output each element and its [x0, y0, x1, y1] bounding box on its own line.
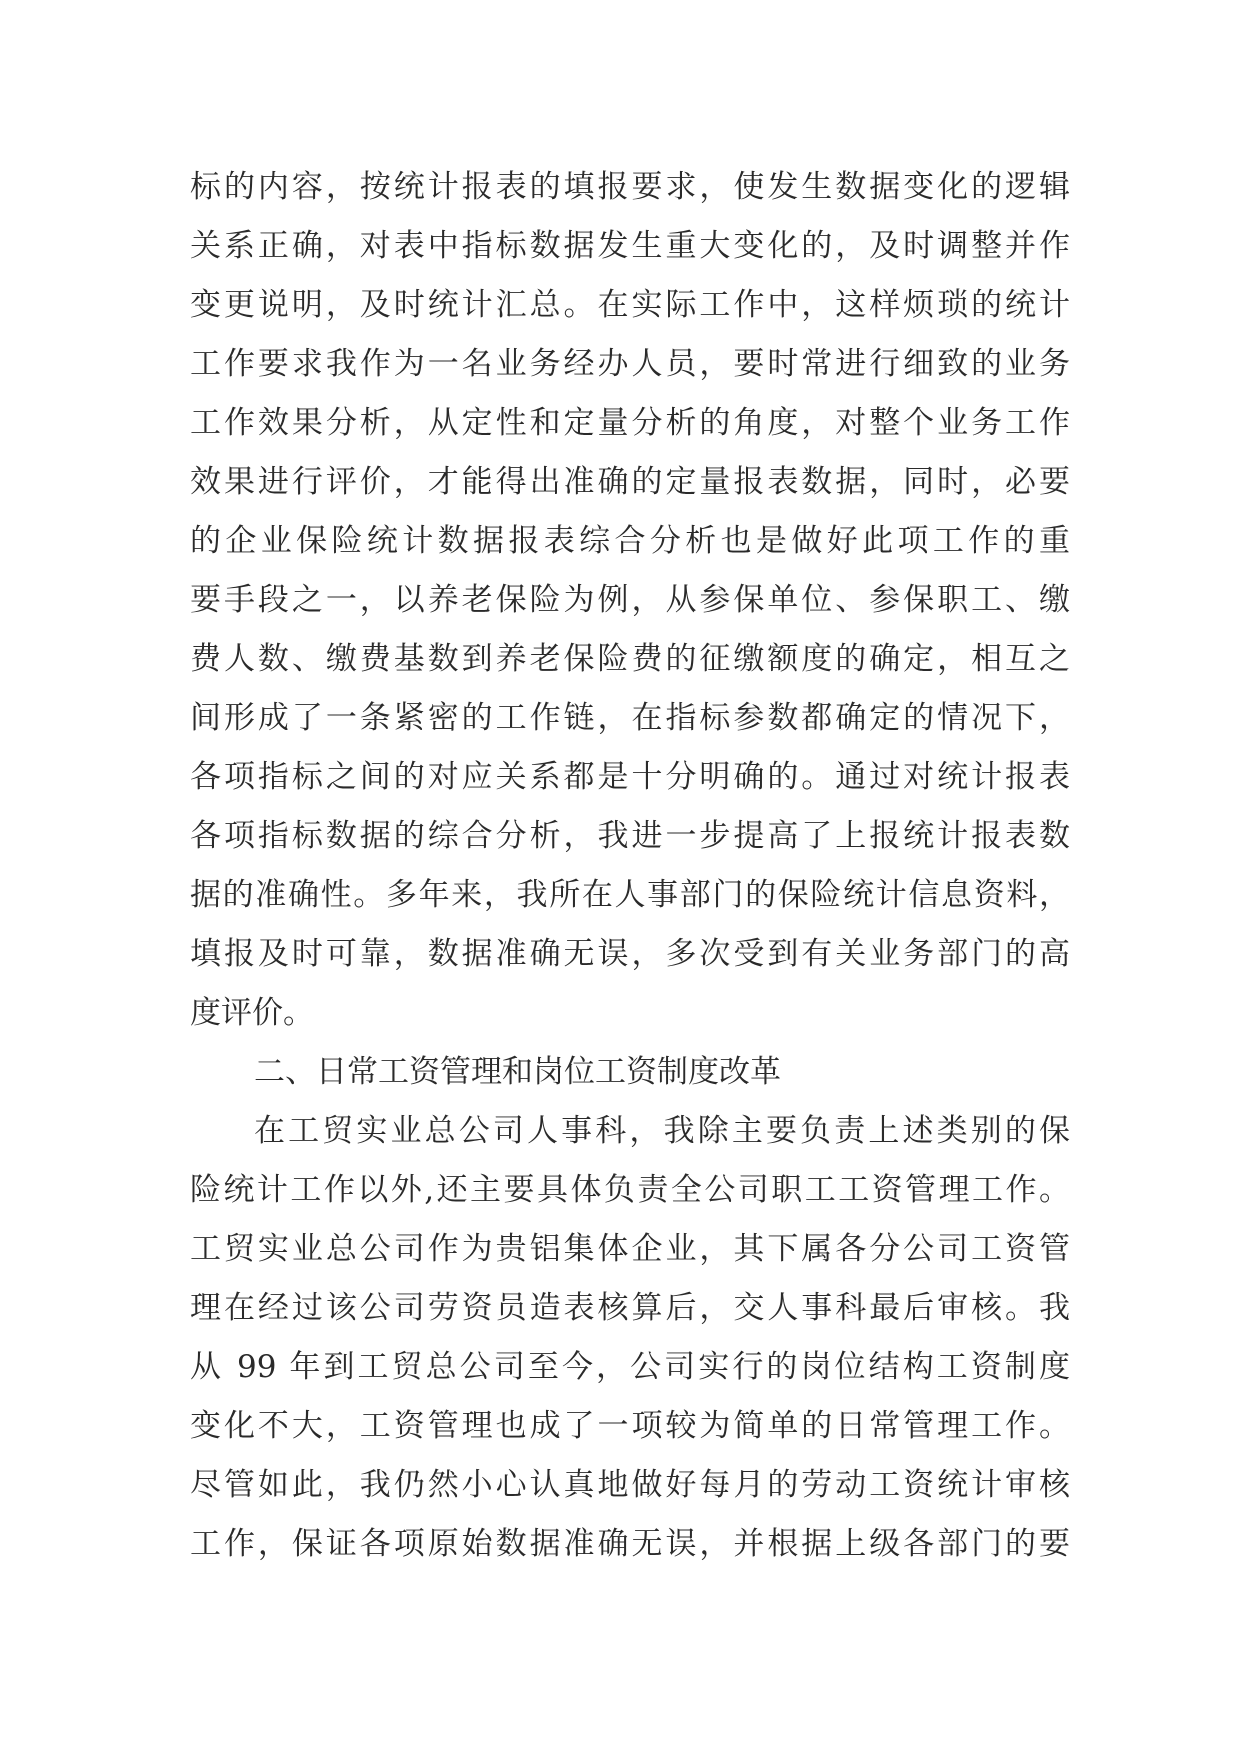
paragraph-1-line: 度评价。 [190, 995, 314, 1031]
section-heading: 二、日常工资管理和岗位工资制度改革 [254, 1054, 781, 1090]
paragraph-2-line: 险统计工作以外,还主要具体负责全公司职工工资管理工作。 [190, 1172, 1070, 1208]
paragraph-2-line: 变化不大，工资管理也成了一项较为简单的日常管理工作。 [190, 1408, 1070, 1444]
paragraph-2-line: 理在经过该公司劳资员造表核算后，交人事科最后审核。我 [190, 1290, 1070, 1326]
paragraph-1-line: 费人数、缴费基数到养老保险费的征缴额度的确定，相互之 [190, 641, 1070, 677]
paragraph-1-line: 各项指标之间的对应关系都是十分明确的。通过对统计报表 [190, 759, 1070, 795]
paragraph-1-line: 变更说明，及时统计汇总。在实际工作中，这样烦琐的统计 [190, 287, 1070, 323]
paragraph-1-line: 工作要求我作为一名业务经办人员，要时常进行细致的业务 [190, 346, 1070, 382]
body-text [190, 158, 1070, 1574]
paragraph-2-line: 在工贸实业总公司人事科，我除主要负责上述类别的保 [254, 1113, 1070, 1149]
paragraph-2-line: 从 99 年到工贸总公司至今，公司实行的岗位结构工资制度 [190, 1349, 1070, 1385]
paragraph-1-line: 各项指标数据的综合分析，我进一步提高了上报统计报表数 [190, 818, 1070, 854]
paragraph-1-line: 标的内容，按统计报表的填报要求，使发生数据变化的逻辑 [190, 169, 1070, 205]
paragraph-1-line: 要手段之一，以养老保险为例，从参保单位、参保职工、缴 [190, 582, 1070, 618]
paragraph-1-line: 据的准确性。多年来，我所在人事部门的保险统计信息资料， [190, 877, 1070, 913]
paragraph-2-line: 尽管如此，我仍然小心认真地做好每月的劳动工资统计审核 [190, 1467, 1070, 1503]
paragraph-1-line: 的企业保险统计数据报表综合分析也是做好此项工作的重 [190, 523, 1070, 559]
paragraph-1-line: 填报及时可靠，数据准确无误，多次受到有关业务部门的高 [190, 936, 1070, 972]
paragraph-2-line: 工贸实业总公司作为贵铝集体企业，其下属各分公司工资管 [190, 1231, 1070, 1267]
paragraph-2-line: 工作，保证各项原始数据准确无误，并根据上级各部门的要 [190, 1526, 1070, 1562]
paragraph-1-line: 关系正确，对表中指标数据发生重大变化的，及时调整并作 [190, 228, 1070, 264]
paragraph-1-line: 效果进行评价，才能得出准确的定量报表数据，同时，必要 [190, 464, 1070, 500]
paragraph-1-line: 工作效果分析，从定性和定量分析的角度，对整个业务工作 [190, 405, 1070, 441]
paragraph-1-line: 间形成了一条紧密的工作链，在指标参数都确定的情况下， [190, 700, 1070, 736]
